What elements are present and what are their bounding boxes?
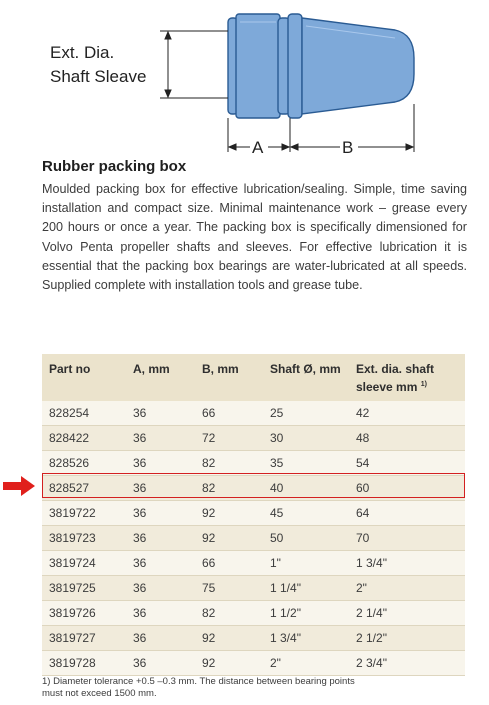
footnote-line2: must not exceed 1500 mm.: [42, 688, 157, 699]
cell-a: 36: [126, 551, 195, 576]
cell-b: 92: [195, 526, 263, 551]
header-ext-dia-line1: Ext. dia. shaft: [356, 362, 435, 376]
cell-a: 36: [126, 576, 195, 601]
cell-a: 36: [126, 526, 195, 551]
cell-ext-dia: 1 3/4": [349, 551, 465, 576]
cell-ext-dia: 42: [349, 401, 465, 426]
cell-a: 36: [126, 501, 195, 526]
cell-b: 72: [195, 426, 263, 451]
cell-ext-dia: 70: [349, 526, 465, 551]
cell-part-no: 3819725: [42, 576, 126, 601]
cell-b: 66: [195, 401, 263, 426]
footnote-line1: 1) Diameter tolerance +0.5 –0.3 mm. The distance between bearing points: [42, 676, 355, 687]
header-part-no: Part no: [49, 362, 91, 376]
cell-part-no: 3819728: [42, 651, 126, 676]
table-row: [42, 451, 465, 476]
cell-shaft: 25: [263, 401, 349, 426]
table-row: [42, 576, 465, 601]
dimension-b-label: B: [342, 138, 354, 157]
header-ext-dia-line2: sleeve mm: [356, 380, 418, 394]
table-row: [42, 601, 465, 626]
cell-shaft: 1 3/4": [263, 626, 349, 651]
section-title: Rubber packing box: [42, 158, 187, 175]
cell-part-no: 828526: [42, 451, 126, 476]
dimension-a-label: A: [252, 138, 264, 157]
table-row: [42, 426, 465, 451]
table-row: [42, 501, 465, 526]
table-row: [42, 476, 465, 501]
cell-ext-dia: 2 1/4": [349, 601, 465, 626]
cell-ext-dia: 60: [349, 476, 465, 501]
cell-b: 66: [195, 551, 263, 576]
header-ext-dia: [349, 354, 465, 401]
footnote: [42, 676, 442, 700]
cell-b: 82: [195, 476, 263, 501]
cell-ext-dia: 64: [349, 501, 465, 526]
header-b: B, mm: [202, 362, 239, 376]
ext-dia-dimension: [160, 31, 228, 98]
product-description: Moulded packing box for effective lubrication/sealing. Simple, time saving installation and compact size. Minimal maintenance work – grease every 200 hours or once a year. The packing box is specifically dimensioned for Volvo Penta propeller shafts and sleeves. For effective lubrication it is essential that the packing box bearings are water-lubricated at all speeds. Supplied complete with installation tools and grease tube.: [42, 182, 467, 293]
cell-ext-dia: 54: [349, 451, 465, 476]
cell-shaft: 1 1/4": [263, 576, 349, 601]
cell-ext-dia: 48: [349, 426, 465, 451]
cell-b: 75: [195, 576, 263, 601]
cell-a: 36: [126, 451, 195, 476]
cell-b: 92: [195, 501, 263, 526]
cell-part-no: 3819722: [42, 501, 126, 526]
cell-ext-dia: 2": [349, 576, 465, 601]
table-row: [42, 551, 465, 576]
red-right-arrow-icon: [3, 476, 37, 496]
cell-part-no: 3819727: [42, 626, 126, 651]
header-shaft: Shaft Ø, mm: [270, 362, 341, 376]
table-row: [42, 526, 465, 551]
packing-box-illustration: [228, 14, 414, 118]
cell-part-no: 3819724: [42, 551, 126, 576]
cell-part-no: 828527: [42, 476, 126, 501]
packing-box-diagram: [0, 0, 489, 160]
cell-a: 36: [126, 601, 195, 626]
cell-shaft: 1 1/2": [263, 601, 349, 626]
cell-ext-dia: 2 1/2": [349, 626, 465, 651]
header-ext-dia-note: 1): [420, 381, 427, 388]
cell-shaft: 2": [263, 651, 349, 676]
cell-a: 36: [126, 401, 195, 426]
header-a: A, mm: [133, 362, 170, 376]
cell-part-no: 828422: [42, 426, 126, 451]
cell-shaft: 1": [263, 551, 349, 576]
table-row: [42, 651, 465, 676]
cell-part-no: 3819723: [42, 526, 126, 551]
cell-shaft: 50: [263, 526, 349, 551]
cell-part-no: 3819726: [42, 601, 126, 626]
cell-b: 92: [195, 626, 263, 651]
cell-shaft: 35: [263, 451, 349, 476]
parts-table: [42, 354, 465, 676]
ext-dia-label-line2: Shaft Sleave: [50, 67, 147, 86]
cell-shaft: 45: [263, 501, 349, 526]
cell-ext-dia: 2 3/4": [349, 651, 465, 676]
cell-part-no: 828254: [42, 401, 126, 426]
cell-shaft: 30: [263, 426, 349, 451]
cell-a: 36: [126, 426, 195, 451]
cell-b: 92: [195, 651, 263, 676]
cell-b: 82: [195, 451, 263, 476]
ext-dia-label-line1: Ext. Dia.: [50, 43, 115, 62]
cell-b: 82: [195, 601, 263, 626]
table-header-row: [42, 354, 465, 401]
table-row: [42, 626, 465, 651]
cell-a: 36: [126, 651, 195, 676]
table-row: [42, 401, 465, 426]
cell-a: 36: [126, 626, 195, 651]
cell-a: 36: [126, 476, 195, 501]
cell-shaft: 40: [263, 476, 349, 501]
